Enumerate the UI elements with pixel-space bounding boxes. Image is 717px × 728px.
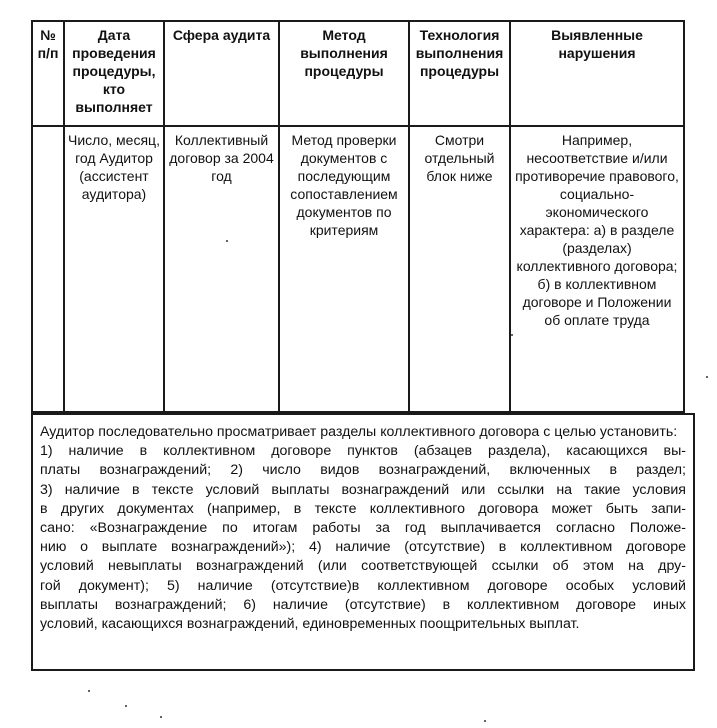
header-audit-scope: Сфера аудита — [164, 21, 279, 126]
cell-method: Метод проверки документов с последующим сопоставлением документов по критериям — [279, 126, 409, 412]
scan-speck — [706, 376, 708, 378]
header-violations: Выявленные нарушения — [510, 21, 684, 126]
header-technology: Технология выполнения процедуры — [409, 21, 510, 126]
scan-speck — [125, 705, 127, 707]
note-line: 3) наличие в тексте условий выплаты вознаграждений или ссылки на такие условия — [40, 481, 686, 498]
procedure-description-block — [31, 413, 695, 671]
note-line: гой документ); 5) наличие (отсутствие)в коллективном договоре особых условий — [40, 577, 686, 594]
scan-speck — [484, 720, 486, 722]
note-line: условий, касающихся вознаграждений, единовременных поощрительных выплат. — [40, 616, 580, 633]
note-line: сано: «Вознаграждение по итогам работы за год выплачивается согласно Положе- — [40, 520, 686, 537]
header-method: Метод выполнения процедуры — [279, 21, 409, 126]
header-number: № п/п — [32, 21, 64, 126]
note-line: нию о выплате вознаграждений»); 4) наличие (отсутствие) в коллективном договоре — [40, 539, 686, 556]
note-line: платы вознаграждений; 2) число видов вознаграждений, включенных в раздел; — [40, 462, 686, 479]
scan-speck — [511, 334, 513, 336]
cell-date-performer: Число, месяц, год Аудитор (ассистент аудитора) — [64, 126, 164, 412]
note-line: в других документах (например, в тексте коллективного договора может быть запи- — [40, 500, 686, 517]
cell-number — [32, 126, 64, 412]
table-header-row — [32, 21, 684, 126]
audit-procedure-table — [31, 20, 685, 413]
cell-audit-scope: Коллективный договор за 2004 год — [164, 126, 279, 412]
note-line: Аудитор последовательно просматривает разделы коллективного договора с целью установить: — [40, 424, 678, 440]
note-line: 1) наличие в коллективном договоре пунктов (абзацев раздела), касающихся вы- — [40, 443, 686, 460]
scan-speck — [160, 716, 162, 718]
scan-speck — [226, 240, 228, 242]
procedure-description-text — [40, 423, 686, 634]
header-date-performer: Дата проведения процедуры, кто выполняет — [64, 21, 164, 126]
note-line: выплаты вознаграждений; 6) наличие (отсутствие) в коллективном договоре иных — [40, 596, 686, 613]
note-line: условий невыплаты вознаграждений (или соответствующей ссылки об этом на дру- — [40, 558, 686, 575]
cell-technology: Смотри отдельный блок ниже — [409, 126, 510, 412]
cell-violations: Например, несоответствие и/или противоречие правового, социально-экономического характера: а) в разделе (разделах) коллективного договора; б) в коллективном договоре и Положении об оплате труда — [510, 126, 684, 412]
table-row — [32, 126, 684, 412]
scan-speck — [88, 690, 90, 692]
